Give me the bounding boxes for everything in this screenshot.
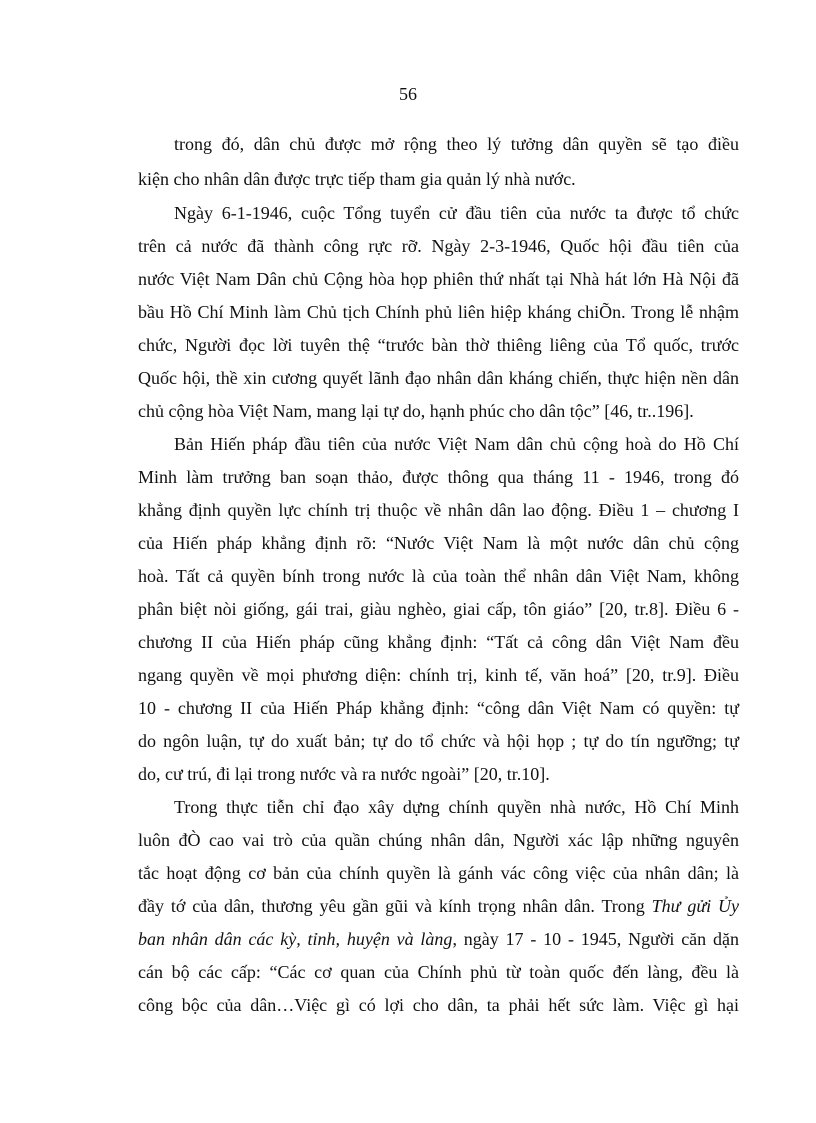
text-line — [138, 926, 739, 952]
text-line: hoà. Tất cả quyền bính trong nước là của toàn thể nhân dân Việt Nam, không — [138, 566, 739, 586]
text-line: 10 - chương II của Hiến Pháp khẳng định: “công dân Việt Nam có quyền: tự — [138, 698, 739, 718]
text-line: chương II của Hiến pháp cũng khẳng định: “Tất cả công dân Việt Nam đều — [138, 632, 739, 652]
text-line: Minh làm trưởng ban soạn thảo, được thông qua tháng 11 - 1946, trong đó — [138, 467, 739, 487]
text-line: phân biệt nòi giống, gái trai, giàu nghèo, giai cấp, tôn giáo” [20, tr.8]. Điều 6 - — [138, 599, 739, 619]
text-segment: ban nhân dân các kỳ, tỉnh, huyện và làng — [138, 929, 453, 949]
text-line: Quốc hội, thề xin cương quyết lãnh đạo nhân dân kháng chiến, thực hiện nền dân — [138, 368, 739, 388]
text-line: ngang quyền về mọi phương diện: chính trị, kinh tế, văn hoá” [20, tr.9]. Điều — [138, 665, 739, 685]
text-line: Trong thực tiễn chỉ đạo xây dựng chính quyền nhà nước, Hồ Chí Minh — [174, 797, 739, 817]
text-line: tắc hoạt động cơ bản của chính quyền là gánh vác công việc của nhân dân; là — [138, 863, 739, 883]
text-line: trên cả nước đã thành công rực rỡ. Ngày 2-3-1946, Quốc hội đầu tiên của — [138, 236, 739, 256]
text-line: do, cư trú, đi lại trong nước và ra nước ngoài” [20, tr.10]. — [138, 764, 550, 784]
page-number: 56 — [399, 84, 417, 104]
text-line: do ngôn luận, tự do xuất bản; tự do tổ chức và hội họp ; tự do tín ngưỡng; tự — [138, 731, 739, 751]
text-segment: , ngày 17 - 10 - 1945, Người căn dặn — [452, 929, 739, 949]
text-line: Bản Hiến pháp đầu tiên của nước Việt Nam dân chủ cộng hoà do Hồ Chí — [174, 434, 739, 454]
text-line: cán bộ các cấp: “Các cơ quan của Chính phủ từ toàn quốc đến làng, đều là — [138, 962, 739, 982]
text-line: luôn đÒ cao vai trò của quần chúng nhân dân, Người xác lập những nguyên — [138, 830, 739, 850]
text-segment: đầy tớ của dân, thương yêu gần gũi và kính trọng nhân dân. Trong — [138, 896, 652, 916]
text-line: bầu Hồ Chí Minh làm Chủ tịch Chính phủ liên hiệp kháng chiÕn. Trong lễ nhậm — [138, 302, 739, 322]
text-line: khẳng định quyền lực chính trị thuộc về nhân dân lao động. Điều 1 – chương I — [138, 500, 739, 520]
text-line: công bộc của dân…Việc gì có lợi cho dân, ta phải hết sức làm. Việc gì hại — [138, 995, 739, 1015]
text-line: chủ cộng hòa Việt Nam, mang lại tự do, hạnh phúc cho dân tộc” [46, tr..196]. — [138, 401, 694, 421]
text-line: của Hiến pháp khẳng định rõ: “Nước Việt Nam là một nước dân chủ cộng — [138, 533, 739, 553]
text-line: trong đó, dân chủ được mở rộng theo lý tưởng dân quyền sẽ tạo điều — [174, 134, 739, 154]
text-line — [138, 893, 739, 919]
text-line: Ngày 6-1-1946, cuộc Tổng tuyển cử đầu tiên của nước ta được tổ chức — [174, 203, 739, 223]
text-line: kiện cho nhân dân được trực tiếp tham gia quản lý nhà nước. — [138, 169, 576, 189]
text-line: nước Việt Nam Dân chủ Cộng hòa họp phiên thứ nhất tại Nhà hát lớn Hà Nội đã — [138, 269, 739, 289]
text-line: chức, Người đọc lời tuyên thệ “trước bàn thờ thiêng liêng của Tổ quốc, trước — [138, 335, 739, 355]
text-segment: Thư gửi Ủy — [651, 896, 739, 916]
